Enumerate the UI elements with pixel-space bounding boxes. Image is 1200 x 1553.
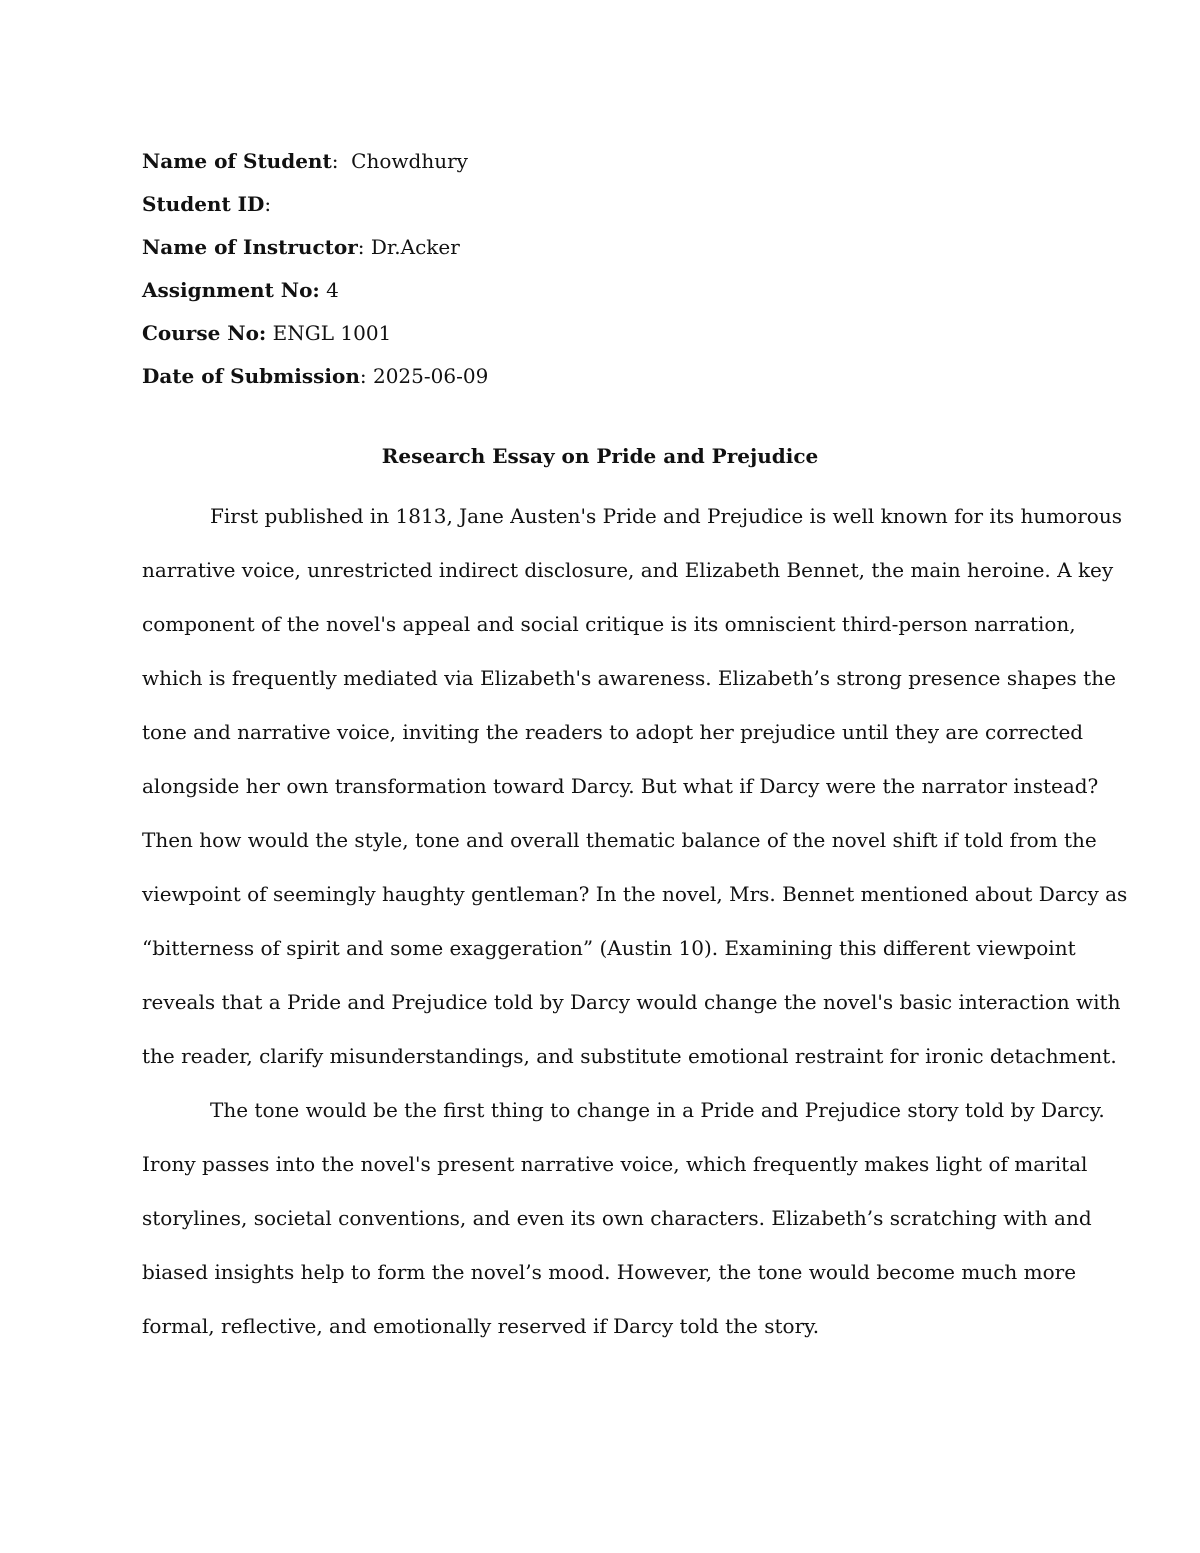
paragraph-line: biased insights help to form the novel’s mood. However, the tone would become much more (142, 1260, 1077, 1284)
assignment-value: 4 (319, 278, 339, 302)
instructor-label: Name of Instructor (142, 235, 358, 259)
paragraph-line: the reader, clarify misunderstandings, and substitute emotional restraint for ironic detachment. (142, 1044, 1117, 1068)
assignment-line (142, 269, 1042, 312)
paragraph-line: First published in 1813, Jane Austen's Pride and Prejudice is well known for its humorous (210, 504, 1122, 528)
submission-date-line (142, 355, 1042, 398)
paragraph-line: formal, reflective, and emotionally reserved if Darcy told the story. (142, 1314, 820, 1338)
submission-date-separator: : (359, 364, 367, 388)
student-name-value: Chowdhury (338, 149, 468, 173)
student-id-separator: : (264, 192, 272, 216)
essay-body (142, 489, 1128, 1353)
paragraph-line: which is frequently mediated via Elizabeth's awareness. Elizabeth’s strong presence shapes the (142, 666, 1116, 690)
instructor-line (142, 226, 1042, 269)
student-name-line (142, 140, 1042, 183)
student-id-label: Student ID (142, 192, 265, 216)
paragraph-line: reveals that a Pride and Prejudice told by Darcy would change the novel's basic interaction with (142, 990, 1121, 1014)
paragraph-line: “bitterness of spirit and some exaggeration” (Austin 10). Examining this different viewpoint (142, 936, 1076, 960)
instructor-separator: : (357, 235, 365, 259)
paragraph-line: The tone would be the first thing to change in a Pride and Prejudice story told by Darcy. (210, 1098, 1105, 1122)
submission-date-label: Date of Submission (142, 364, 360, 388)
paragraph-line: tone and narrative voice, inviting the readers to adopt her prejudice until they are corrected (142, 720, 1084, 744)
assignment-label: Assignment No: (142, 278, 320, 302)
student-info-block (142, 140, 1042, 398)
student-name-separator: : (331, 149, 339, 173)
instructor-value: Dr.Acker (364, 235, 460, 259)
student-id-line (142, 183, 1042, 226)
paragraph-line: narrative voice, unrestricted indirect disclosure, and Elizabeth Bennet, the main heroine. A key (142, 558, 1114, 582)
course-value: ENGL 1001 (266, 321, 392, 345)
essay-title: Research Essay on Pride and Prejudice (381, 444, 819, 468)
paragraph-line: component of the novel's appeal and social critique is its omniscient third-person narration, (142, 612, 1076, 636)
course-line (142, 312, 1042, 355)
course-label: Course No: (142, 321, 267, 345)
student-name-label: Name of Student (142, 149, 332, 173)
paragraph-line: alongside her own transformation toward Darcy. But what if Darcy were the narrator instead? (142, 774, 1099, 798)
paragraph-line: storylines, societal conventions, and even its own characters. Elizabeth’s scratching with and (142, 1206, 1092, 1230)
paragraph-line: Irony passes into the novel's present narrative voice, which frequently makes light of marital (142, 1152, 1088, 1176)
paragraph-line: Then how would the style, tone and overall thematic balance of the novel shift if told from the (142, 828, 1097, 852)
submission-date-value: 2025-06-09 (366, 364, 489, 388)
paragraph-line: viewpoint of seemingly haughty gentleman? In the novel, Mrs. Bennet mentioned about Darcy as (142, 882, 1128, 906)
